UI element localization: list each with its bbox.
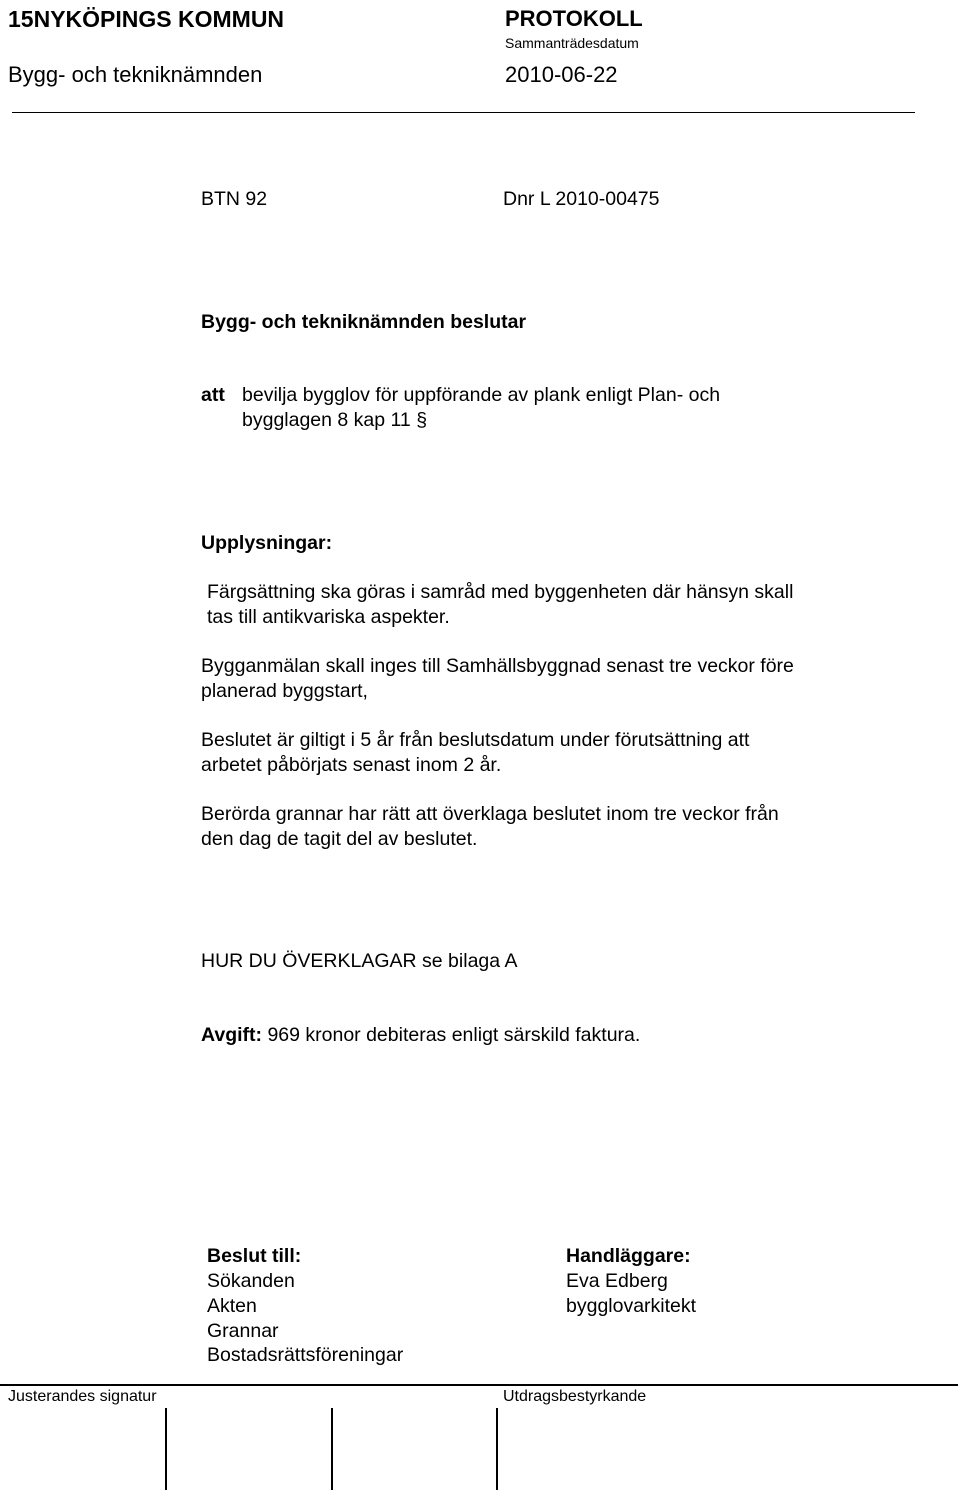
meeting-date: 2010-06-22 [505, 62, 618, 87]
fee-line [201, 1023, 640, 1048]
signature-box-divider [165, 1408, 167, 1490]
fee-label: Avgift: [201, 1024, 263, 1046]
handler-heading: Handläggare: [566, 1245, 691, 1267]
info-p2-line2: planerad byggstart, [201, 680, 368, 702]
info-p1-line1: Färgsättning ska göras i samråd med byggenheten där hänsyn skall [207, 581, 794, 603]
handler-title: bygglovarkitekt [566, 1295, 697, 1317]
signature-box-divider [331, 1408, 333, 1490]
recipient-item: Grannar [207, 1320, 279, 1342]
case-paragraph: BTN 92 [201, 188, 268, 210]
municipality-name: 15NYKÖPINGS KOMMUN [8, 6, 285, 32]
document-type: PROTOKOLL [505, 6, 643, 31]
info-p4-line1: Berörda grannar har rätt att överklaga beslutet inom tre veckor från [201, 803, 779, 825]
info-p1-line2: tas till antikvariska aspekter. [207, 606, 450, 628]
header-divider [12, 112, 915, 113]
info-p2-line1: Bygganmälan skall inges till Samhällsbyggnad senast tre veckor före [201, 655, 794, 677]
diary-number: Dnr L 2010-00475 [503, 188, 660, 210]
decision-text-line1: bevilja bygglov för uppförande av plank enligt Plan- och [242, 384, 721, 406]
signature-box-divider [496, 1408, 498, 1490]
info-p3-line2: arbetet påbörjats senast inom 2 år. [201, 754, 502, 776]
meeting-date-label: Sammanträdesdatum [505, 35, 639, 51]
footer-divider [0, 1384, 958, 1386]
signature-label: Justerandes signatur [8, 1388, 157, 1405]
appeal-instructions: HUR DU ÖVERKLAGAR se bilaga A [201, 950, 518, 972]
recipient-item: Akten [207, 1295, 257, 1317]
certification-label: Utdragsbestyrkande [503, 1388, 647, 1405]
decision-text-line2-main: bygglagen 8 kap 11 [242, 409, 411, 431]
recipients-heading: Beslut till: [207, 1245, 302, 1267]
info-p4-line2: den dag de tagit del av beslutet. [201, 828, 478, 850]
fee-text: 969 kronor debiteras enligt särskild faktura. [267, 1024, 641, 1046]
info-p3-line1: Beslutet är giltigt i 5 år från beslutsdatum under förutsättning att [201, 729, 750, 751]
decision-text-line2 [242, 408, 427, 433]
committee-name: Bygg- och tekniknämnden [8, 62, 263, 87]
handler-name: Eva Edberg [566, 1270, 668, 1292]
information-heading: Upplysningar: [201, 532, 333, 554]
decision-heading: Bygg- och tekniknämnden beslutar [201, 311, 527, 333]
att-keyword: att [201, 384, 225, 406]
section-sign: § [416, 409, 428, 431]
recipient-item: Bostadsrättsföreningar [207, 1344, 404, 1366]
recipient-item: Sökanden [207, 1270, 295, 1292]
